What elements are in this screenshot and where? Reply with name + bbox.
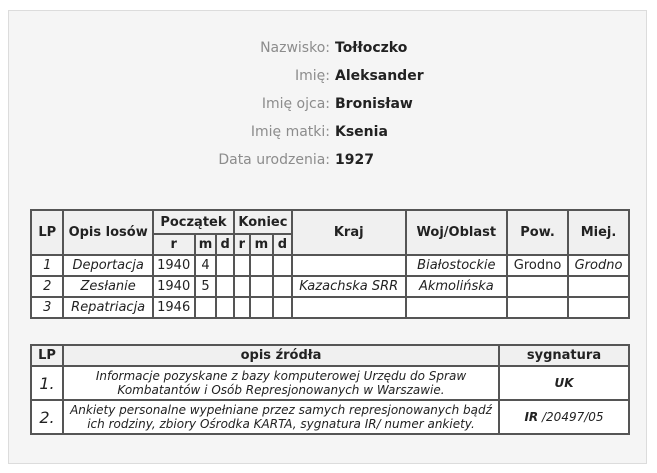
source-sig-header: sygnatura (499, 345, 629, 366)
row-end-month (250, 276, 273, 297)
row-lp: 1 (31, 255, 63, 276)
info-row-birth-date (9, 150, 646, 178)
row-province (406, 297, 508, 318)
source-lp: 1. (31, 366, 63, 400)
row-place (568, 276, 629, 297)
fates-header-row (31, 210, 629, 234)
row-place (568, 297, 629, 318)
col-opis-header: Opis losów (63, 210, 152, 255)
father-name-value: Bronisław (335, 96, 413, 112)
first-name-label: Imię: (295, 68, 330, 84)
info-row-father-name (9, 94, 646, 122)
row-start-month: 5 (195, 276, 217, 297)
row-country: Kazachska SRR (292, 276, 406, 297)
row-start-year: 1946 (153, 297, 195, 318)
start-year-header: r (153, 234, 195, 255)
row-end-month (250, 297, 273, 318)
table-row (31, 276, 629, 297)
row-start-year: 1940 (153, 276, 195, 297)
end-year-header: r (234, 234, 250, 255)
row-end-year (234, 297, 250, 318)
col-county-header: Pow. (507, 210, 568, 255)
col-province-header: Woj/Oblast (406, 210, 508, 255)
row-country (292, 297, 406, 318)
row-county (507, 297, 568, 318)
row-end-day (273, 276, 292, 297)
col-lp-header: LP (31, 210, 63, 255)
row-end-year (234, 276, 250, 297)
row-end-day (273, 297, 292, 318)
father-name-label: Imię ojca: (261, 96, 330, 112)
end-month-header: m (250, 234, 273, 255)
source-desc-header: opis źródła (63, 345, 499, 366)
fates-table (30, 209, 630, 319)
person-info (9, 38, 646, 178)
info-row-mother-name (9, 122, 646, 150)
row-county (507, 276, 568, 297)
first-name-value: Aleksander (335, 68, 424, 84)
info-row-surname (9, 38, 646, 66)
info-row-first-name (9, 66, 646, 94)
row-start-day (216, 276, 234, 297)
signature-code: UK (554, 376, 574, 390)
row-province: Akmolińska (406, 276, 508, 297)
signature-code: IR (524, 410, 539, 424)
start-day-header: d (216, 234, 234, 255)
row-start-day (216, 255, 234, 276)
col-country-header: Kraj (292, 210, 406, 255)
mother-name-label: Imię matki: (250, 124, 330, 140)
table-row (31, 255, 629, 276)
col-place-header: Miej. (568, 210, 629, 255)
birth-date-label: Data urodzenia: (218, 152, 330, 168)
row-end-month (250, 255, 273, 276)
signature-number: /20497/05 (538, 410, 604, 424)
table-row (31, 366, 629, 400)
row-place: Grodno (568, 255, 629, 276)
surname-value: Tołłoczko (335, 40, 408, 56)
row-country (292, 255, 406, 276)
row-end-year (234, 255, 250, 276)
source-desc: Ankiety personalne wypełniane przez samych represjonowanych bądź ich rodziny, zbiory Ośrodka KARTA, sygnatura IR/ numer ankiety. (63, 400, 499, 434)
source-lp-header: LP (31, 345, 63, 366)
end-day-header: d (273, 234, 292, 255)
row-opis: Repatriacja (63, 297, 152, 318)
row-lp: 3 (31, 297, 63, 318)
table-row (31, 400, 629, 434)
row-county: Grodno (507, 255, 568, 276)
birth-date-value: 1927 (335, 152, 374, 168)
source-desc: Informacje pozyskane z bazy komputerowej Urzędu do Spraw Kombatantów i Osób Represjonowanych w Warszawie. (63, 366, 499, 400)
record-panel (8, 10, 647, 464)
col-start-header: Początek (153, 210, 234, 234)
row-opis: Deportacja (63, 255, 152, 276)
col-end-header: Koniec (234, 210, 292, 234)
row-start-year: 1940 (153, 255, 195, 276)
mother-name-value: Ksenia (335, 124, 388, 140)
row-end-day (273, 255, 292, 276)
row-start-month: 4 (195, 255, 217, 276)
source-signature (499, 366, 629, 400)
row-province: Białostockie (406, 255, 508, 276)
sources-header-row (31, 345, 629, 366)
sources-table (30, 344, 630, 435)
source-signature (499, 400, 629, 434)
table-row (31, 297, 629, 318)
start-month-header: m (195, 234, 217, 255)
surname-label: Nazwisko: (260, 40, 330, 56)
row-opis: Zesłanie (63, 276, 152, 297)
source-lp: 2. (31, 400, 63, 434)
row-start-month (195, 297, 217, 318)
row-start-day (216, 297, 234, 318)
row-lp: 2 (31, 276, 63, 297)
